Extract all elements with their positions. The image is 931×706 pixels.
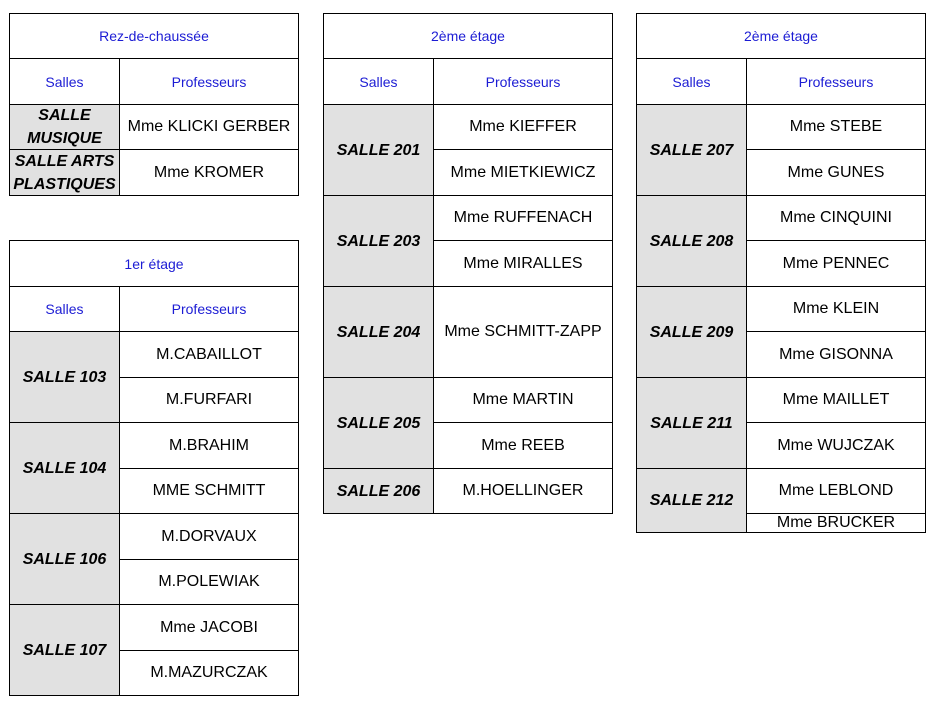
room-cell: SALLE MUSIQUE — [10, 105, 120, 150]
room-cell: SALLE 209 — [637, 287, 747, 378]
teacher-cell: Mme BRUCKER — [747, 514, 926, 533]
room-cell: SALLE 208 — [637, 196, 747, 287]
room-cell: SALLE 212 — [637, 469, 747, 533]
teacher-cell: Mme KLEIN — [747, 287, 926, 332]
rooms-header: Salles — [10, 59, 120, 105]
room-cell: SALLE 205 — [324, 378, 434, 469]
teacher-cell: Mme MAILLET — [747, 378, 926, 423]
room-cell: SALLE 201 — [324, 105, 434, 196]
room-cell: SALLE 104 — [10, 423, 120, 514]
teacher-cell: MME SCHMITT — [120, 469, 299, 514]
room-cell: SALLE 106 — [10, 514, 120, 605]
table-title: Rez-de-chaussée — [10, 14, 299, 59]
second-floor-table-a — [323, 13, 613, 514]
teacher-cell: M.FURFARI — [120, 378, 299, 423]
teacher-cell: Mme SCHMITT-ZAPP — [434, 287, 613, 378]
teacher-cell: Mme GISONNA — [747, 332, 926, 378]
teacher-cell: M.DORVAUX — [120, 514, 299, 560]
teacher-cell: M.HOELLINGER — [434, 469, 613, 514]
teacher-cell: M.MAZURCZAK — [120, 651, 299, 696]
room-cell: SALLE ARTS PLASTIQUES — [10, 150, 120, 196]
teacher-cell: Mme KIEFFER — [434, 105, 613, 150]
ground-floor-table — [9, 13, 299, 196]
teachers-header: Professeurs — [747, 59, 926, 105]
rooms-header: Salles — [637, 59, 747, 105]
table-title: 2ème étage — [637, 14, 926, 59]
teachers-header: Professeurs — [434, 59, 613, 105]
teacher-cell: M.CABAILLOT — [120, 332, 299, 378]
room-cell: SALLE 204 — [324, 287, 434, 378]
teacher-cell: M.POLEWIAK — [120, 560, 299, 605]
room-cell: SALLE 103 — [10, 332, 120, 423]
table-title: 2ème étage — [324, 14, 613, 59]
teacher-cell: Mme CINQUINI — [747, 196, 926, 241]
teacher-cell: Mme GUNES — [747, 150, 926, 196]
teacher-cell: M.BRAHIM — [120, 423, 299, 469]
rooms-header: Salles — [10, 287, 120, 332]
room-cell: SALLE 211 — [637, 378, 747, 469]
teacher-cell: Mme REEB — [434, 423, 613, 469]
teacher-cell: Mme LEBLOND — [747, 469, 926, 514]
room-cell: SALLE 203 — [324, 196, 434, 287]
teacher-cell: Mme MIETKIEWICZ — [434, 150, 613, 196]
second-floor-table-b — [636, 13, 926, 533]
teacher-cell: Mme JACOBI — [120, 605, 299, 651]
teacher-cell: Mme KLICKI GERBER — [120, 105, 299, 150]
room-cell: SALLE 206 — [324, 469, 434, 514]
teachers-header: Professeurs — [120, 59, 299, 105]
teacher-cell: Mme MIRALLES — [434, 241, 613, 287]
room-cell: SALLE 107 — [10, 605, 120, 696]
teacher-cell: Mme KROMER — [120, 150, 299, 196]
teacher-cell: Mme MARTIN — [434, 378, 613, 423]
teacher-cell: Mme PENNEC — [747, 241, 926, 287]
table-title: 1er étage — [10, 241, 299, 287]
teachers-header: Professeurs — [120, 287, 299, 332]
first-floor-table — [9, 240, 299, 696]
teacher-cell: Mme WUJCZAK — [747, 423, 926, 469]
teacher-cell: Mme STEBE — [747, 105, 926, 150]
teacher-cell: Mme RUFFENACH — [434, 196, 613, 241]
rooms-header: Salles — [324, 59, 434, 105]
room-cell: SALLE 207 — [637, 105, 747, 196]
